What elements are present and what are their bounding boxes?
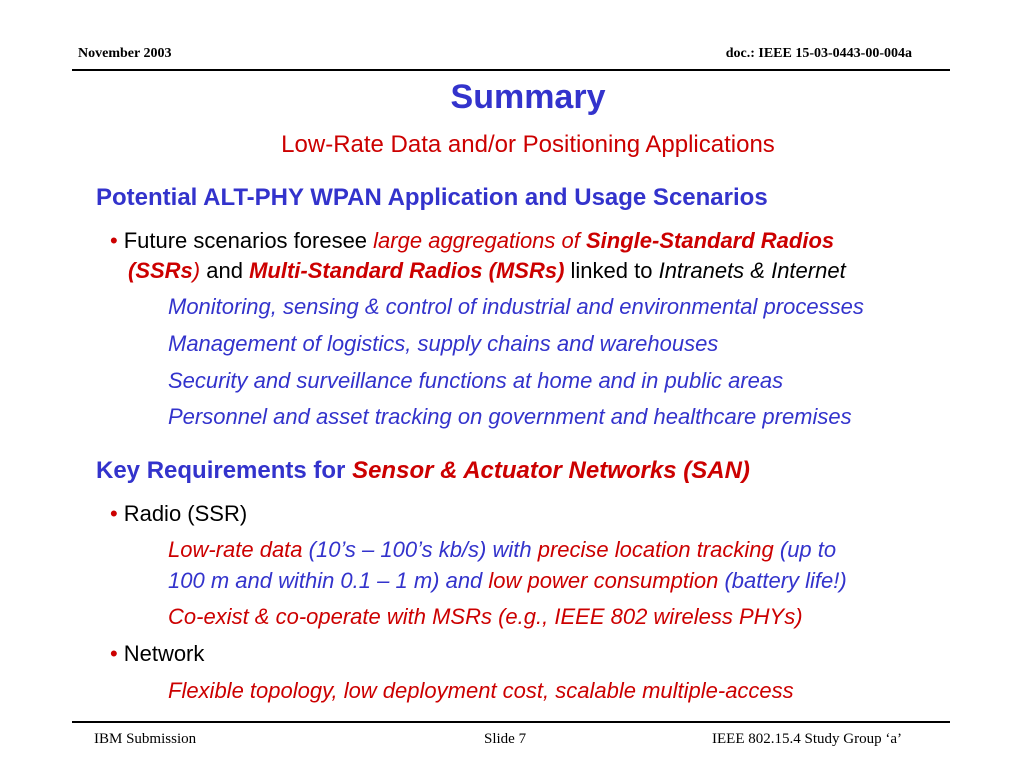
header-doc-id: doc.: IEEE 15-03-0443-00-004a [725,46,912,61]
scenario-item: Personnel and asset tracking on government and healthcare premises [168,404,852,429]
header-rule [72,69,950,71]
dot-icon: • [110,501,118,526]
section-2-heading: Key Requirements for Sensor & Actuator Networks (SAN) [96,457,750,484]
network-item: • Network [110,641,205,666]
slide-subtitle: Low-Rate Data and/or Positioning Applications [281,131,775,158]
footer-left: IBM Submission [94,731,197,747]
dot-icon: • [110,641,118,666]
radio-requirement-1: Low-rate data (10’s – 100’s kb/s) with precise location tracking (up to 100 m and within 0.1 – 1 m) and low power consumption (battery life!) [168,537,847,593]
scenario-item: Management of logistics, supply chains and warehouses [168,331,719,356]
section-1-heading: Potential ALT-PHY WPAN Application and Usage Scenarios [96,184,768,211]
slide-title: Summary [450,78,606,116]
dot-icon: • [110,228,118,253]
header-date: November 2003 [78,46,172,61]
footer-right: IEEE 802.15.4 Study Group ‘a’ [712,731,902,747]
network-requirement-1: Flexible topology, low deployment cost, scalable multiple-access [168,678,794,703]
radio-requirement-2: Co-exist & co-operate with MSRs (e.g., IEEE 802 wireless PHYs) [168,604,803,629]
radio-item: • Radio (SSR) [110,501,248,526]
scenario-item: Security and surveillance functions at home and in public areas [168,368,784,393]
slide-number: Slide 7 [484,731,527,747]
section-1-item: • Future scenarios foresee large aggregations of Single-Standard Radios (SSRs) and Multi-Standard Radios (MSRs) linked to Intranets & Internet [110,228,846,283]
scenario-item: Monitoring, sensing & control of industrial and environmental processes [168,294,864,319]
footer-rule [72,721,950,723]
